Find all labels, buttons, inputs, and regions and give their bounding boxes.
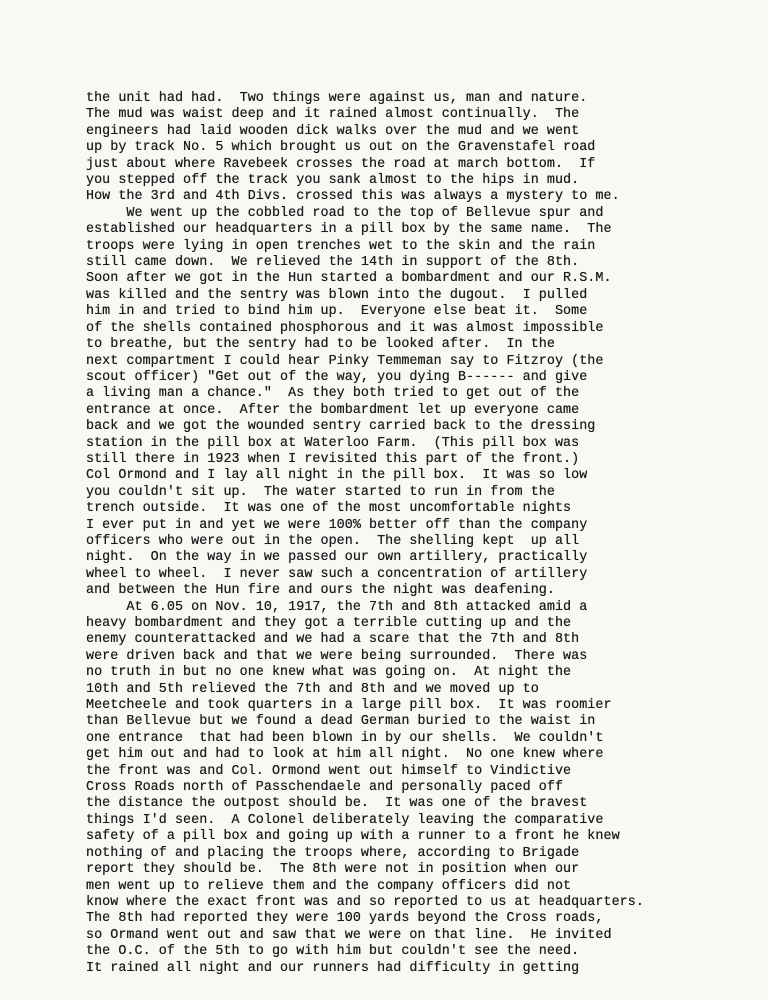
text-line: We went up the cobbled road to the top of Bellevue spur and bbox=[86, 205, 604, 221]
text-line: still came down. We relieved the 14th in support of the 8th. bbox=[86, 255, 580, 271]
text-line: wheel to wheel. I never saw such a concentration of artillery bbox=[86, 566, 588, 582]
text-line: know where the exact front was and so reported to us at headquarters. bbox=[86, 894, 644, 910]
text-line: of the shells contained phosphorous and it was almost impossible bbox=[86, 320, 604, 336]
text-line: Soon after we got in the Hun started a bombardment and our R.S.M. bbox=[86, 271, 612, 287]
text-line: so Ormand went out and saw that we were on that line. He invited bbox=[86, 927, 612, 943]
text-line: trench outside. It was one of the most uncomfortable nights bbox=[86, 501, 572, 517]
text-line: to breathe, but the sentry had to be looked after. In the bbox=[86, 337, 555, 353]
text-line: established our headquarters in a pill box by the same name. The bbox=[86, 222, 612, 238]
text-line: Meetcheele and took quarters in a large pill box. It was roomier bbox=[86, 698, 612, 714]
text-line: than Bellevue but we found a dead German buried to the waist in bbox=[86, 714, 596, 730]
text-line: you couldn't sit up. The water started to run in from the bbox=[86, 484, 555, 500]
text-line: the distance the outpost should be. It was one of the bravest bbox=[86, 796, 588, 812]
text-line: was killed and the sentry was blown into the dugout. I pulled bbox=[86, 287, 588, 303]
text-line: officers who were out in the open. The shelling kept up all bbox=[86, 533, 580, 549]
text-line: report they should be. The 8th were not in position when our bbox=[86, 862, 580, 878]
document-body bbox=[86, 91, 736, 977]
text-line: engineers had laid wooden dick walks over the mud and we went bbox=[86, 123, 580, 139]
text-line: were driven back and that we were being surrounded. There was bbox=[86, 648, 588, 664]
text-line: the O.C. of the 5th to go with him but couldn't see the need. bbox=[86, 944, 580, 960]
text-line: things I'd seen. A Colonel deliberately leaving the comparative bbox=[86, 812, 604, 828]
text-line: How the 3rd and 4th Divs. crossed this was always a mystery to me. bbox=[86, 189, 620, 205]
text-line: station in the pill box at Waterloo Farm. (This pill box was bbox=[86, 435, 580, 451]
text-line: heavy bombardment and they got a terrible cutting up and the bbox=[86, 616, 572, 631]
text-line: The 8th had reported they were 100 yards beyond the Cross roads, bbox=[86, 911, 604, 927]
text-line: entrance at once. After the bombardment let up everyone came bbox=[86, 402, 580, 418]
text-line: no truth in but no one knew what was going on. At night the bbox=[86, 665, 572, 681]
text-line: troops were lying in open trenches wet to the skin and the rain bbox=[86, 238, 596, 254]
text-line: a living man a chance." As they both tried to get out of the bbox=[86, 386, 580, 402]
text-line: the front was and Col. Ormond went out himself to Vindictive bbox=[86, 763, 572, 779]
text-line: I ever put in and yet we were 100% better off than the company bbox=[86, 517, 588, 533]
text-line: and between the Hun fire and ours the night was deafening. bbox=[86, 583, 555, 599]
text-line: one entrance that had been blown in by our shells. We couldn't bbox=[86, 730, 604, 746]
text-line: next compartment I could hear Pinky Temmeman say to Fitzroy (the bbox=[86, 353, 604, 369]
text-line: back and we got the wounded sentry carried back to the dressing bbox=[86, 419, 596, 435]
text-line: the unit had had. Two things were against us, man and nature. bbox=[86, 91, 588, 106]
text-line: Cross Roads north of Passchendaele and personally paced off bbox=[86, 780, 564, 796]
text-line: Col Ormond and I lay all night in the pill box. It was so low bbox=[86, 468, 588, 484]
text-line: you stepped off the track you sank almost to the hips in mud. bbox=[86, 173, 580, 189]
text-line: 10th and 5th relieved the 7th and 8th and we moved up to bbox=[86, 681, 539, 697]
text-line: enemy counterattacked and we had a scare that the 7th and 8th bbox=[86, 632, 580, 648]
text-line: men went up to relieve them and the company officers did not bbox=[86, 878, 572, 894]
text-line: still there in 1923 when I revisited this part of the front.) bbox=[86, 451, 580, 467]
text-line: nothing of and placing the troops where, according to Brigade bbox=[86, 845, 580, 861]
text-line: night. On the way in we passed our own artillery, practically bbox=[86, 550, 588, 566]
text-line: him in and tried to bind him up. Everyone else beat it. Some bbox=[86, 304, 588, 320]
text-line: scout officer) "Get out of the way, you dying B------ and give bbox=[86, 369, 588, 385]
text-line: just about where Ravebeek crosses the road at march bottom. If bbox=[86, 156, 596, 172]
text-line: The mud was waist deep and it rained almost continually. The bbox=[86, 107, 580, 123]
text-line: At 6.05 on Nov. 10, 1917, the 7th and 8th attacked amid a bbox=[86, 599, 588, 615]
text-line: up by track No. 5 which brought us out on the Gravenstafel road bbox=[86, 140, 596, 156]
text-line: It rained all night and our runners had difficulty in getting bbox=[86, 960, 580, 976]
text-line: safety of a pill box and going up with a runner to a front he knew bbox=[86, 829, 620, 845]
text-line: get him out and had to look at him all night. No one knew where bbox=[86, 747, 604, 763]
